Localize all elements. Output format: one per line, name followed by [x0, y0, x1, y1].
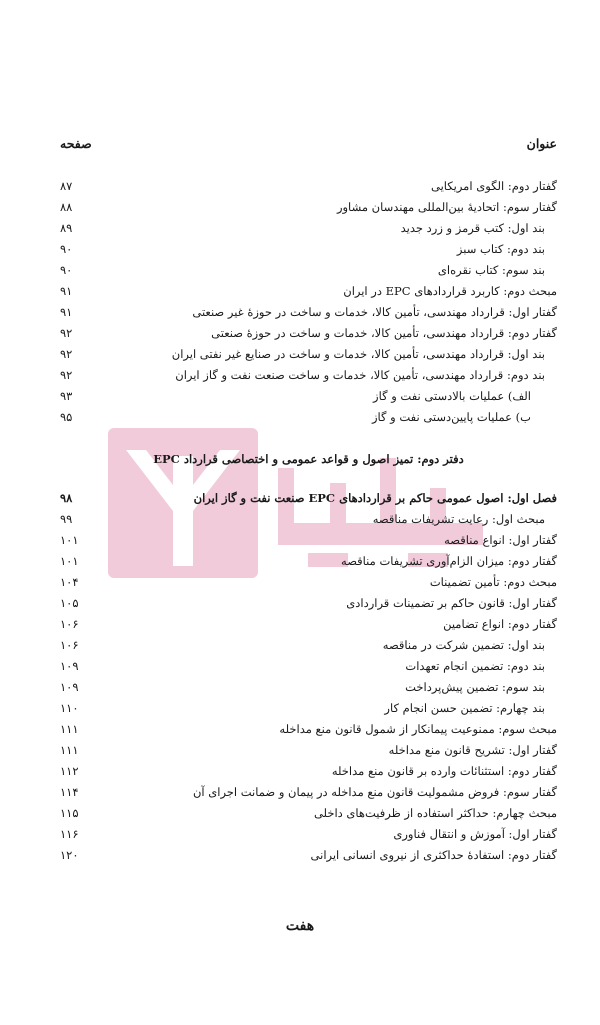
toc-entry — [60, 803, 557, 824]
toc-entry-title: گفتار دوم: میزان الزام‌آوری تشریفات مناقصه — [341, 554, 557, 568]
toc-entry-page: ۱۱۰ — [60, 701, 79, 715]
toc-entry-page: ۹۲ — [60, 368, 73, 382]
toc-entry — [60, 824, 557, 845]
toc-entry-page: ۹۰ — [60, 242, 73, 256]
toc-entry-page: ۱۲۰ — [60, 848, 79, 862]
toc-entry — [60, 509, 557, 530]
page-number: هفت — [285, 918, 315, 934]
toc-entry-title: بند سوم: تضمین پیش‌پرداخت — [405, 680, 545, 694]
toc-entry-page: ۱۱۲ — [60, 764, 79, 778]
toc-entry-title: گفتار دوم: استفادهٔ حداکثری از نیروی انسانی ایرانی — [310, 848, 557, 862]
toc-entry — [60, 218, 557, 239]
toc-entry-page: ۱۱۱ — [60, 743, 79, 757]
toc-entry — [60, 740, 557, 761]
toc-entry — [60, 761, 557, 782]
title-column-label: عنوان — [526, 136, 557, 151]
toc-entry — [60, 593, 557, 614]
toc-entry-title: بند چهارم: تضمین حسن انجام کار — [384, 701, 545, 715]
toc-entry — [60, 656, 557, 677]
toc-entry-title: گفتار اول: آموزش و انتقال فناوری — [393, 827, 557, 841]
toc-entry-title: گفتار اول: انواع مناقصه — [444, 533, 557, 547]
toc-entry-title: گفتار دوم: استثنائات وارده بر قانون منع مداخله — [331, 764, 557, 778]
toc-entry-title: مبحث دوم: تأمین تضمینات — [429, 575, 557, 589]
toc-entry-title: گفتار اول: قرارداد مهندسی، تأمین کالا، خدمات و ساخت در حوزهٔ غیر صنعتی — [192, 305, 557, 319]
toc-entry-page: ۱۰۶ — [60, 617, 79, 631]
toc-entry — [60, 239, 557, 260]
toc-entry-title: گفتار اول: تشریح قانون منع مداخله — [388, 743, 557, 757]
toc-entry — [60, 281, 557, 302]
toc-entry — [60, 551, 557, 572]
toc-entry-page: ۱۰۱ — [60, 554, 79, 568]
toc-entry-title: مبحث سوم: ممنوعیت پیمانکار از شمول قانون منع مداخله — [279, 722, 557, 736]
toc-entry-title: گفتار دوم: قرارداد مهندسی، تأمین کالا، خدمات و ساخت در حوزهٔ صنعتی — [211, 326, 557, 340]
toc-entry-title: الف) عملیات بالادستی نفت و گاز — [373, 389, 531, 403]
toc-entry — [60, 386, 557, 407]
toc-entry — [60, 197, 557, 218]
toc-entry — [60, 260, 557, 281]
toc-entry-page: ۸۷ — [60, 179, 73, 193]
toc-entry-page: ۱۱۱ — [60, 722, 79, 736]
toc-entry-page: ۱۱۴ — [60, 785, 79, 799]
toc-entry-page: ۱۱۶ — [60, 827, 79, 841]
toc-entry-title: مبحث چهارم: حداکثر استفاده از ظرفیت‌های داخلی — [313, 806, 557, 820]
toc-group-1 — [60, 176, 557, 428]
toc-entry-page: ۹۰ — [60, 263, 73, 277]
toc-entry — [60, 344, 557, 365]
toc-entry-page: ۹۲ — [60, 347, 73, 361]
toc-entry — [60, 323, 557, 344]
toc-entry-page: ۹۵ — [60, 410, 73, 424]
toc-entry-title: گفتار دوم: الگوی امریکایی — [431, 179, 557, 193]
toc-entry — [60, 572, 557, 593]
toc-entry-title: گفتار اول: قانون حاکم بر تضمینات قراردادی — [346, 596, 557, 610]
toc-entry-title: بند سوم: کتاب نقره‌ای — [437, 263, 545, 277]
toc-entry-page: ۹۹ — [60, 512, 73, 526]
toc-entry-title: گفتار سوم: فروض مشمولیت قانون منع مداخله در پیمان و ضمانت اجرای آن — [192, 785, 557, 799]
toc-entry-title: فصل اول: اصول عمومی حاکم بر قراردادهای EPC صنعت نفت و گاز ایران — [193, 491, 557, 505]
page-column-label: صفحه — [60, 136, 92, 151]
toc-entry-title: ب) عملیات پایین‌دستی نفت و گاز — [371, 410, 531, 424]
toc-entry-title: بند دوم: تضمین انجام تعهدات — [405, 659, 545, 673]
toc-entry — [60, 614, 557, 635]
toc-entry-page: ۱۰۶ — [60, 638, 79, 652]
toc-group-2 — [60, 488, 557, 866]
toc-entry-page: ۹۸ — [60, 491, 73, 505]
section-title: دفتر دوم: تمیز اصول و قواعد عمومی و اختصاصی قرارداد EPC — [153, 452, 464, 466]
toc-entry — [60, 845, 557, 866]
toc-entry — [60, 176, 557, 197]
toc-entry — [60, 635, 557, 656]
toc-entry-title: بند اول: کتب قرمز و زرد جدید — [400, 221, 545, 235]
toc-entry-page: ۱۰۵ — [60, 596, 79, 610]
toc-entry — [60, 530, 557, 551]
toc-entry-page: ۱۱۵ — [60, 806, 79, 820]
toc-entry-title: بند دوم: قرارداد مهندسی، تأمین کالا، خدمات و ساخت صنعت نفت و گاز ایران — [175, 368, 545, 382]
toc-entry — [60, 719, 557, 740]
toc-entry — [60, 302, 557, 323]
toc-entry — [60, 677, 557, 698]
toc-entry-page: ۱۰۹ — [60, 680, 79, 694]
toc-entry-page: ۸۸ — [60, 200, 73, 214]
toc-entry-page: ۹۲ — [60, 326, 73, 340]
toc-entry-page: ۸۹ — [60, 221, 73, 235]
toc-entry — [60, 698, 557, 719]
toc-entry-page: ۱۰۴ — [60, 575, 79, 589]
toc-header — [60, 136, 557, 158]
toc-entry-title: بند اول: قرارداد مهندسی، تأمین کالا، خدمات و ساخت در صنایع غیر نفتی ایران — [171, 347, 545, 361]
toc-entry — [60, 782, 557, 803]
toc-entry-page: ۹۱ — [60, 284, 73, 298]
toc-entry-title: مبحث دوم: کاربرد قراردادهای EPC در ایران — [343, 284, 557, 298]
toc-entry-title: بند دوم: کتاب سبز — [456, 242, 545, 256]
toc-entry — [60, 365, 557, 386]
toc-entry — [60, 407, 557, 428]
toc-entry-page: ۹۳ — [60, 389, 73, 403]
toc-entry-page: ۱۰۹ — [60, 659, 79, 673]
toc-entry-page: ۹۱ — [60, 305, 73, 319]
toc-entry-title: مبحث اول: رعایت تشریفات مناقصه — [372, 512, 545, 526]
toc-entry-title: گفتار سوم: اتحادیهٔ بین‌المللی مهندسان مشاور — [336, 200, 557, 214]
toc-entry-page: ۱۰۱ — [60, 533, 79, 547]
toc-entry-title: بند اول: تضمین شرکت در مناقصه — [382, 638, 545, 652]
toc-entry — [60, 488, 557, 509]
toc-entry-title: گفتار دوم: انواع تضامین — [443, 617, 557, 631]
